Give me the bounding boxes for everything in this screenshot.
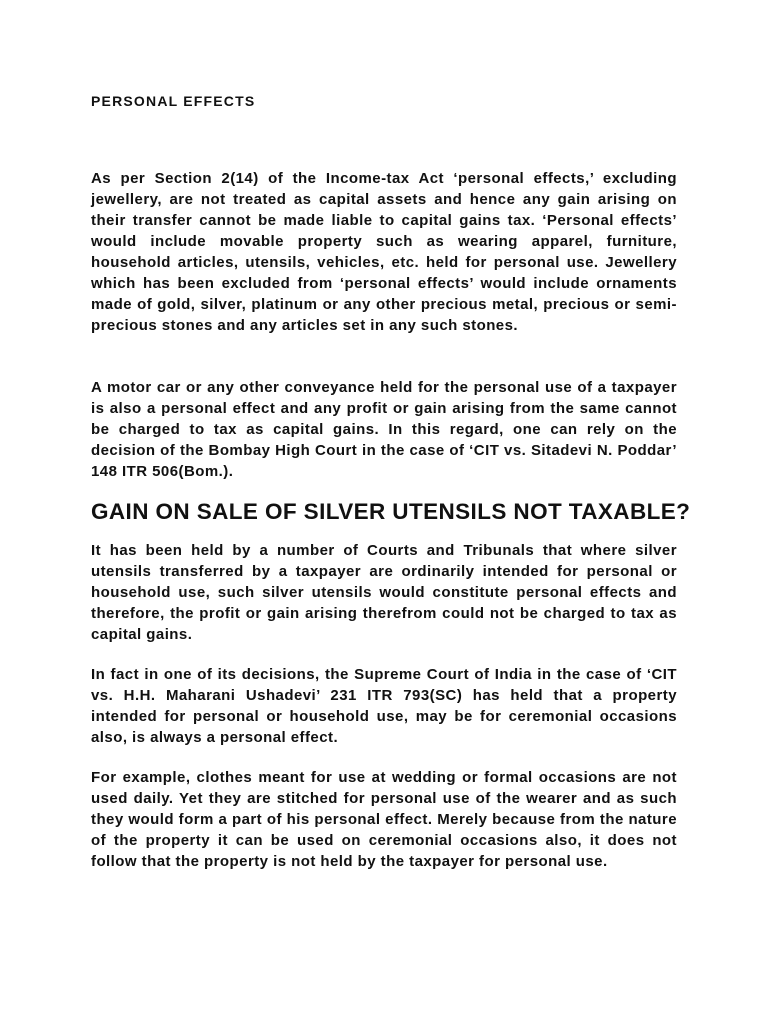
paragraph-supreme-court-decision: In fact in one of its decisions, the Supreme Court of India in the case of ‘CIT vs. H.H. Maharani Ushadevi’ 231 ITR 793(SC) has held that a property intended for personal or household use, may be for ceremonial occasions also, is always a personal effect.	[91, 666, 677, 746]
paragraph-personal-effects-definition: As per Section 2(14) of the Income-tax Act ‘personal effects,’ excluding jewellery, are not treated as capital assets and hence any gain arising on their transfer cannot be made liable to capital gains tax. ‘Personal effects’ would include movable property such as wearing apparel, furniture, household articles, utensils, vehicles, etc. held for personal use. Jewellery which has been excluded from ‘personal effects’ would include ornaments made of gold, silver, platinum or any other precious metal, precious or semi-precious stones and any articles set in any such stones.	[91, 170, 677, 334]
section-heading-silver-utensils: GAIN ON SALE OF SILVER UTENSILS NOT TAXABLE?	[91, 499, 691, 524]
paragraph-clothes-example: For example, clothes meant for use at wedding or formal occasions are not used daily. Yet they are stitched for personal use of the wearer and as such they would form a part of his personal effect. Merely because from the nature of the property it can be used on ceremonial occasions also, it does not follow that the property is not held by the taxpayer for personal use.	[91, 769, 677, 870]
paragraph-motor-car: A motor car or any other conveyance held for the personal use of a taxpayer is also a personal effect and any profit or gain arising from the same cannot be charged to tax as capital gains. In this regard, one can rely on the decision of the Bombay High Court in the case of ‘CIT vs. Sitadevi N. Poddar’ 148 ITR 506(Bom.).	[91, 379, 677, 480]
paragraph-silver-utensils: It has been held by a number of Courts and Tribunals that where silver utensils transferred by a taxpayer are ordinarily intended for personal or household use, such silver utensils would constitute personal effects and therefore, the profit or gain arising therefrom could not be charged to tax as capital gains.	[91, 542, 677, 643]
document-title: PERSONAL EFFECTS	[91, 93, 256, 109]
